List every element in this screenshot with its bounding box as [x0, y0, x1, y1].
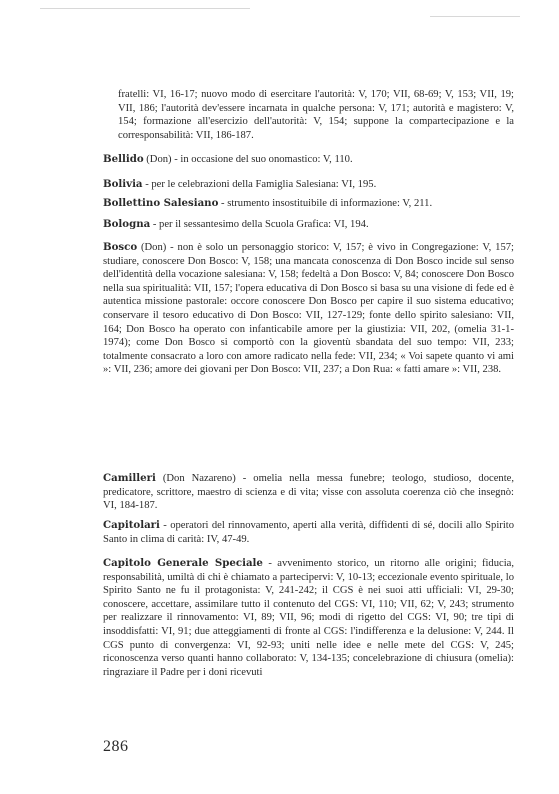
index-body: - per il sessantesimo della Scuola Grafica: VI, 194.	[150, 219, 369, 230]
index-body: (Don) - in occasione del suo onomastico: V, 110.	[143, 154, 353, 165]
index-entry-bollettino-salesiano	[103, 197, 514, 211]
index-body: - avvenimento storico, un ritorno alle origini; fiducia, responsabilità, umiltà di chi è chiamato a partecipervi: V, 10-13; eccezionale evento spirituale, lo Spirito Santo ne fu il protagonista: V, 241-242; il CGS è nei suoi atti ufficiali: VI, 29-30; conoscere, accettare, assimilare tutto il contenuto del CGS: VI, 110; VII, 62; V, 243; strumento per realizzare il rinnovamento: VI, 89; VII, 96; modi di rigetto del CGS: VI, 90; tre tipi di insoddisfatti: VI, 91; due atteggiamenti di fronte al CGS: l'indifferenza e la delusione: V, 244. Il CGS punto di convergenza: VI, 92-93; uniti nelle idee e nelle mete del CGS: V, 245; riconoscenza verso quanti hanno collaborato: V, 134-135; concelebrazione di chiusura (omelia): ringraziare il Padre per i doni ricevuti	[103, 558, 515, 678]
index-term: Capitolari	[103, 519, 160, 531]
index-term: Bolivia	[103, 178, 143, 190]
index-entry-bolivia	[103, 178, 514, 192]
index-body: - strumento insostituibile di informazione: V, 211.	[218, 198, 433, 209]
index-entry-continuation: fratelli: VI, 16-17; nuovo modo di esercitare l'autorità: V, 170; VII, 68-69; V, 153; VII, 19; VII, 186; l'autorità dev'essere incarnata in qualche persona: V, 171; autorità e magistero: V, 154; formazione all'esercizio dell'autorità: V, 154; suppone la compartecipazione e la corresponsabilità: VII, 186-187.	[118, 89, 514, 141]
index-term: Bollettino Salesiano	[103, 197, 219, 209]
index-entry-bologna	[103, 218, 514, 232]
index-term: Camilleri	[103, 472, 156, 484]
index-body: (Don Nazareno) - omelia nella messa funebre; teologo, studioso, docente, predicatore, scrittore, maestro di scienza e di vita; visse con assoluta coerenza ciò che insegnò: VI, 184-187.	[103, 473, 514, 512]
index-body: (Don) - non è solo un personaggio storico: V, 157; è vivo in Congregazione: V, 157; studiare, conoscere Don Bosco: V, 158; una mancata conoscenza di Don Bosco incide sul senso dell'identità della vocazione salesiana: V, 158; fedeltà a Don Bosco: V, 84; conoscere Don Bosco nella sua spiritualità: VII, 157; l'opera educativa di Don Bosco si basa su una visione di fede ed è autentica missione pastorale: occore conoscere Don Bosco per capire il suo sistema educativo; conservare il tesoro educativo di Don Bosco: VII, 127-129; fonte dello spirito salesiano: VII, 164; Don Bosco ha operato con infanticabile amore per la giustizia: VII, 202, (omelia 31-1-1974); come Don Bosco si comportò con la gioventù sbandata del suo tempo: VII, 233; totalmente consacrato a loro con amore radicato nella fede: VII, 234; « Voi sapete quanto vi ami »: VII, 236; amore dei giovani per Don Bosco: VII, 237; a Don Rua: « fatti amare »: VII, 238.	[103, 242, 514, 376]
index-term: Bosco	[103, 241, 138, 253]
index-entry-bellido	[103, 153, 514, 167]
scan-noise-top-right	[430, 16, 520, 17]
index-entry-camilleri	[103, 472, 514, 513]
index-term: Capitolo Generale Speciale	[103, 557, 263, 569]
index-entry-capitolari	[103, 519, 514, 546]
index-entry-capitolo-generale-speciale	[103, 557, 514, 679]
index-body: - per le celebrazioni della Famiglia Salesiana: VI, 195.	[142, 179, 377, 190]
index-entry-bosco	[103, 241, 514, 377]
index-term: Bologna	[103, 218, 151, 230]
page-number: 286	[103, 738, 129, 755]
index-body: - operatori del rinnovamento, aperti alla verità, diffidenti di sé, docili allo Spirito Santo in clima di carità: IV, 47-49.	[103, 520, 514, 545]
scan-noise-top	[40, 8, 250, 9]
index-term: Bellido	[103, 153, 144, 165]
